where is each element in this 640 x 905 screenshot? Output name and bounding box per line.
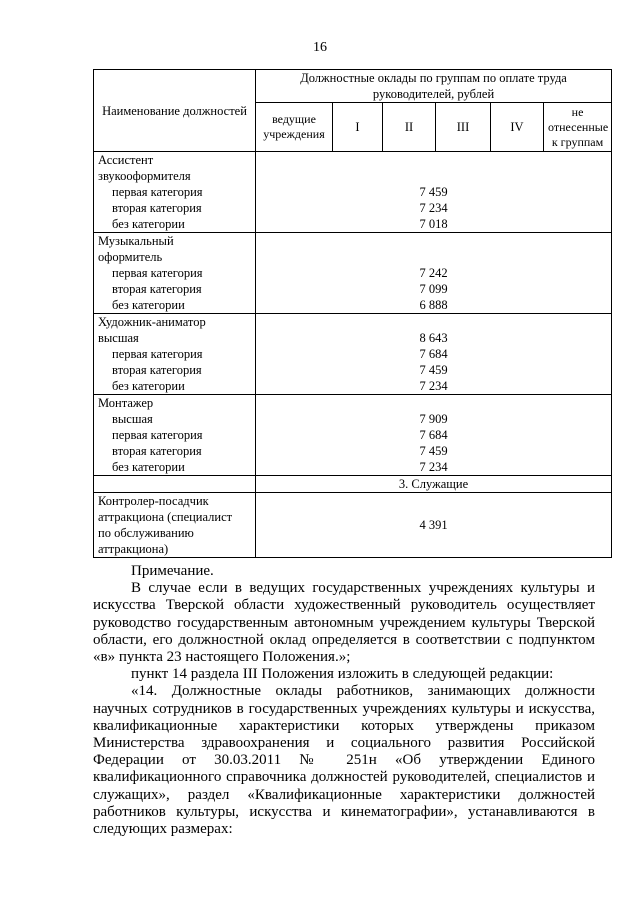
position-title: Музыкальный <box>98 234 174 248</box>
position-title: оформитель <box>98 250 163 264</box>
position-title: аттракциона (специалист <box>98 510 233 524</box>
section-title: 3. Служащие <box>256 476 612 493</box>
salary-values-cell <box>256 233 612 314</box>
paragraph: пункт 14 раздела III Положения изложить в следующей редакции: <box>131 666 554 683</box>
position-name-cell <box>94 152 256 233</box>
page-number: 16 <box>313 40 327 55</box>
position-title: по обслуживанию <box>98 526 194 540</box>
table-row <box>94 233 612 314</box>
body-text <box>93 563 595 838</box>
table-row <box>94 395 612 476</box>
header-subcol-leading: ведущие учреждения <box>256 103 333 152</box>
table-row <box>94 152 612 233</box>
position-title: Художник-аниматор <box>98 315 206 329</box>
salary-values-cell <box>256 493 612 558</box>
section-name-empty <box>94 476 256 493</box>
salary-value: 7 018 <box>419 217 448 231</box>
salary-value: 7 459 <box>419 444 448 458</box>
section-row <box>94 476 612 493</box>
category-label: без категории <box>112 460 185 474</box>
position-title: аттракциона) <box>98 542 169 556</box>
header-name-text: Наименование должностей <box>102 103 247 118</box>
salary-value: 7 684 <box>419 347 448 361</box>
category-label: высшая <box>112 412 153 426</box>
salary-value: 7 234 <box>419 201 448 215</box>
category-label: первая категория <box>112 428 203 442</box>
table-row <box>94 493 612 558</box>
salary-values-cell <box>256 395 612 476</box>
category-label: высшая <box>98 331 139 345</box>
salary-value: 7 459 <box>419 185 448 199</box>
paragraph: «14. Должностные оклады работников, занимающих должности научных сотрудников в государственных учреждениях культуры и искусства, квалификационные характеристики которых утверждены приказом Министерства здравоохранения и социального развития Российской Федерации от 30.03.2011 № 251н «Об утверждении Единого квалификационного справочника должностей руководителей, специалистов и служащих», раздел «Квалификационные характеристики должностей работников культуры, искусства и кинематографии», устанавливаются в следующих размерах: <box>93 683 595 838</box>
header-group-title: Должностные оклады по группам по оплате труда руководителей, рублей <box>256 70 612 103</box>
salary-value: 7 909 <box>419 412 448 426</box>
position-title: Монтажер <box>98 396 154 410</box>
category-label: без категории <box>112 217 185 231</box>
category-label: без категории <box>112 379 185 393</box>
header-name-column <box>94 70 256 152</box>
salary-values-cell <box>256 314 612 395</box>
category-label: вторая категория <box>112 444 202 458</box>
salary-table <box>93 69 612 558</box>
salary-value: 4 391 <box>419 518 448 532</box>
category-label: вторая категория <box>112 201 202 215</box>
header-subcol-4: IV <box>491 103 544 152</box>
category-label: вторая категория <box>112 282 202 296</box>
position-title: Контролер-посадчик <box>98 494 209 508</box>
header-subcol-3: III <box>436 103 491 152</box>
position-name-cell <box>94 233 256 314</box>
category-label: вторая категория <box>112 363 202 377</box>
table-row <box>94 314 612 395</box>
salary-value: 7 242 <box>419 266 448 280</box>
category-label: первая категория <box>112 266 203 280</box>
salary-value: 7 234 <box>419 460 448 474</box>
salary-value: 7 234 <box>419 379 448 393</box>
position-title: звукооформителя <box>98 169 191 183</box>
paragraph: В случае если в ведущих государственных учреждениях культуры и искусства Тверской области художественный руководитель осуществляет руководство государственным автономным учреждением культуры Тверской области, его должностной оклад определяется в соответствии с подпунктом «в» пункта 23 настоящего Положения.»; <box>93 580 595 666</box>
salary-value: 7 459 <box>419 363 448 377</box>
salary-values-cell <box>256 152 612 233</box>
header-subcol-2: II <box>383 103 436 152</box>
position-name-cell <box>94 493 256 558</box>
position-name-cell <box>94 314 256 395</box>
salary-value: 6 888 <box>419 298 448 312</box>
salary-value: 8 643 <box>419 331 448 345</box>
salary-value: 7 099 <box>419 282 448 296</box>
salary-value: 7 684 <box>419 428 448 442</box>
header-subcol-unassigned: не отнесенные к группам <box>544 103 612 152</box>
category-label: первая категория <box>112 185 203 199</box>
category-label: без категории <box>112 298 185 312</box>
note-heading: Примечание. <box>131 563 214 579</box>
header-subcol-1: I <box>333 103 383 152</box>
category-label: первая категория <box>112 347 203 361</box>
position-title: Ассистент <box>98 153 154 167</box>
position-name-cell <box>94 395 256 476</box>
